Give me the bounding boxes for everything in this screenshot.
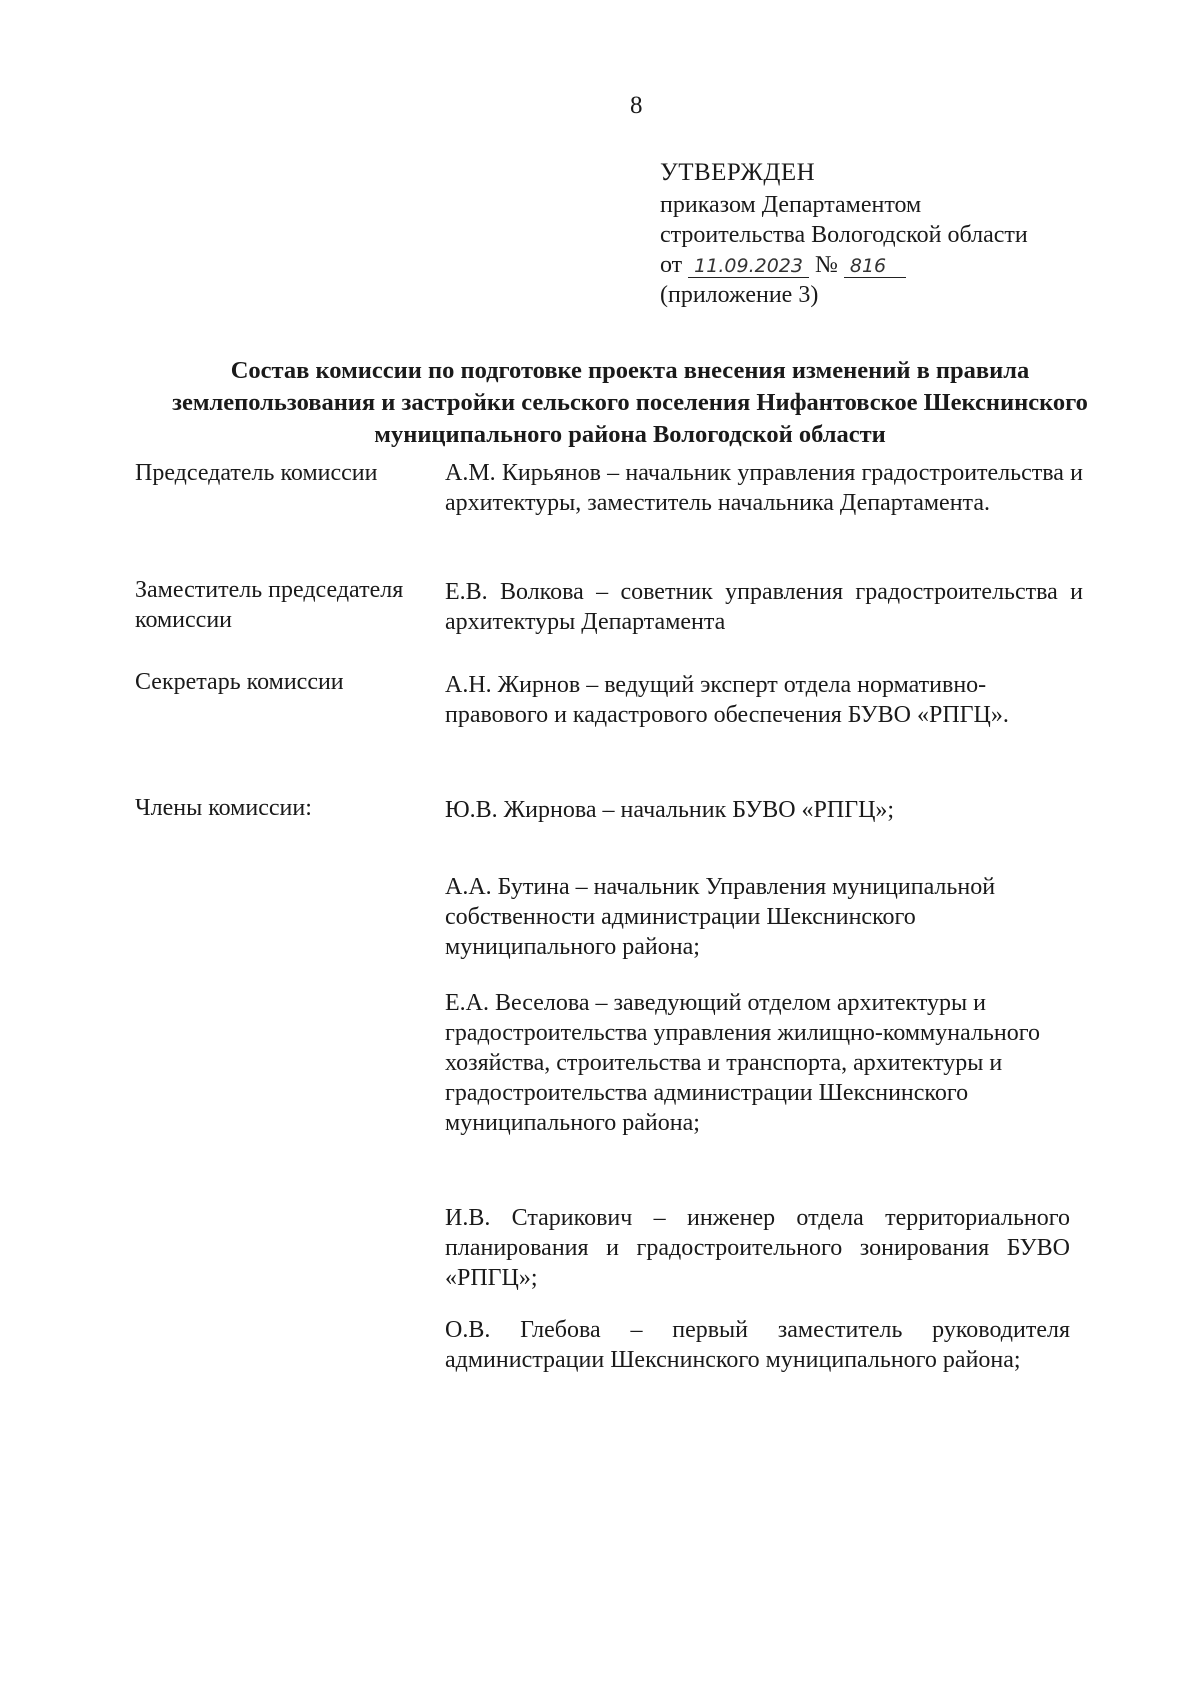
document-title: Состав комиссии по подготовке проекта внесения изменений в правила землепользования и застройки сельского поселения Нифантовское Шекснинского муниципального района Вологодской области bbox=[172, 357, 1088, 448]
role-secretary: Секретарь комиссии bbox=[135, 669, 344, 695]
role-chair: Председатель комиссии bbox=[135, 460, 378, 486]
page-number: 8 bbox=[630, 92, 643, 119]
number-prefix: № bbox=[814, 252, 838, 278]
role-deputy: Заместитель председателя комиссии bbox=[135, 577, 404, 633]
entry-chair: А.М. Кирьянов – начальник управления градостроительства и архитектуры, заместитель начальника Департамента. bbox=[445, 460, 1083, 516]
approval-line-1: приказом Департаментом bbox=[660, 192, 922, 218]
date-prefix: от bbox=[660, 252, 683, 278]
approval-appendix: (приложение 3) bbox=[660, 282, 819, 308]
handwritten-number: 816 bbox=[844, 255, 906, 278]
entry-deputy: Е.В. Волкова – советник управления градостроительства и архитектуры Департамента bbox=[445, 579, 1083, 635]
approval-date-line bbox=[660, 250, 1100, 280]
entry-secretary: А.Н. Жирнов – ведущий эксперт отдела нормативно-правового и кадастрового обеспечения БУВО «РПГЦ». bbox=[445, 672, 1009, 728]
handwritten-date: 11.09.2023 bbox=[688, 255, 809, 278]
member-item: Ю.В. Жирнова – начальник БУВО «РПГЦ»; bbox=[445, 797, 895, 823]
member-item: Е.А. Веселова – заведующий отделом архитектуры и градостроительства управления жилищно-коммунального хозяйства, строительства и транспорта, архитектуры и градостроительства администрации Шекснинского муниципального района; bbox=[445, 990, 1040, 1136]
approval-line-2: строительства Вологодской области bbox=[660, 222, 1028, 248]
approval-stamp: УТВЕРЖДЕН bbox=[660, 159, 816, 186]
member-item: А.А. Бутина – начальник Управления муниципальной собственности администрации Шекснинского муниципального района; bbox=[445, 874, 996, 960]
role-members: Члены комиссии: bbox=[135, 795, 312, 821]
member-item: О.В. Глебова – первый заместитель руководителя администрации Шекснинского муниципального района; bbox=[445, 1317, 1070, 1373]
member-item: И.В. Старикович – инженер отдела территориального планирования и градостроительного зонирования БУВО «РПГЦ»; bbox=[445, 1205, 1070, 1291]
approval-block bbox=[660, 158, 1100, 310]
